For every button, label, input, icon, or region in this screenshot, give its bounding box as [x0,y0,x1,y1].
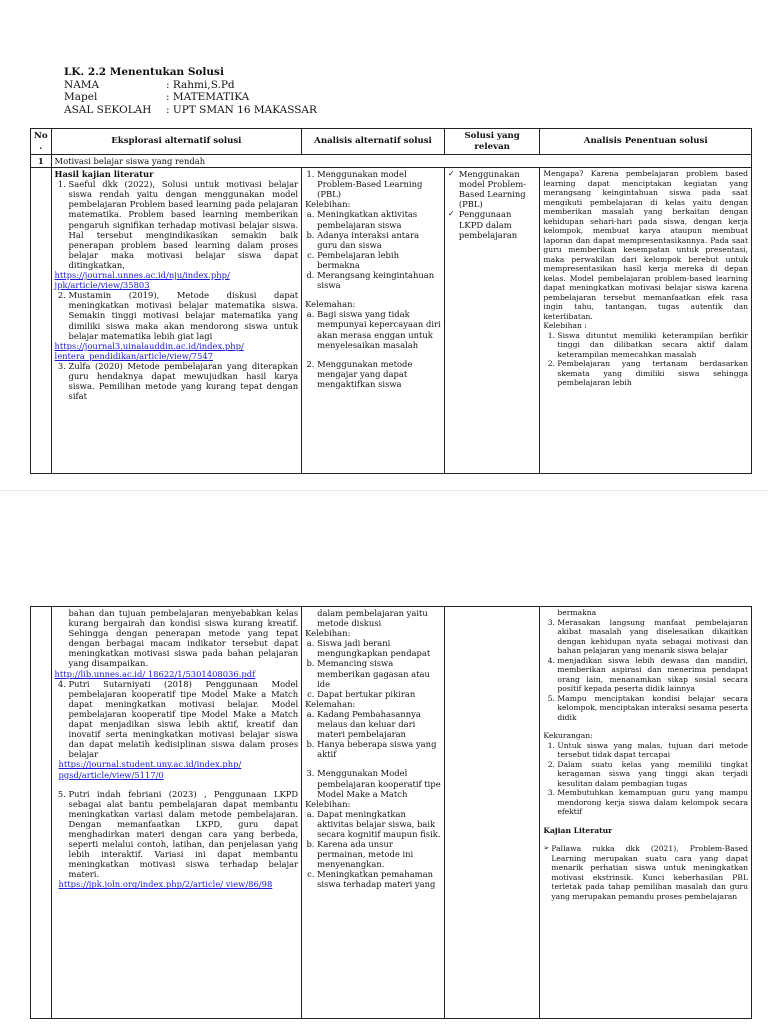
kelebihan-label: Kelebihan : [543,321,587,331]
list-item: a. Kadang Pembahasannya melaus dan keluar dari materi pembelajaran [317,709,441,739]
worksheet-title: LK. 2.2 Menentukan Solusi [64,66,224,78]
kajian-literatur-label: Kajian Literatur [543,825,613,835]
col-header-eksplorasi: Eksplorasi alternatif solusi [51,129,302,155]
header-label: NAMA [64,78,100,91]
header-row-mapel [64,91,317,104]
list-item: 4. menjadikan siswa lebih dewasa dan mandiri, memberikan aspirasi dan menerima pendapat orang lain, menanamkan sikap sosial secara positif kepada peserta didik lainnya [557,656,748,694]
list-item: 2. Dalam suatu kelas yang memiliki tingkat keragaman siswa yang tinggi akan terjadi kesulitan dalam pembagian tugas [557,760,748,789]
table-row-problem [31,155,752,168]
item-text: Menggunakan model Problem-Based Learning (PBL) [317,169,423,200]
row-number: 1 [31,155,52,168]
kelebihan-list [305,209,441,290]
header-row-name [64,79,317,92]
empty-cell [31,607,52,1019]
kelemahan-label: Kelemahan: [305,299,356,310]
kelebihan-label: Kelebihan: [305,628,351,639]
cell-analisis [302,168,445,474]
analysis-list [305,768,441,798]
solution-item: ✓ Penggunaan LKPD dalam pembelajaran [448,209,537,239]
kelemahan-list [305,309,441,349]
item-text: Saeful dkk (2022), Solusi untuk motivasi belajar siswa rendah yaitu dengan menggunakan model pembelajaran Problem based learning pada pelajaran matematika. Problem based learning memberikan pengaruh signifikan terhadap motivasi belajar siswa. Hal tersebut mengindikasikan semakin baik penerapan problem based learning dalam proses belajar maka motivasi belajar siswa dapat ditingkatkan, [68,179,299,270]
kelebihan-list [305,638,441,699]
kelemahan-list [305,709,441,759]
header-label: ASAL SEKOLAH [64,103,152,116]
list-item: b. Adanya interaksi antara guru dan siswa [317,230,441,250]
table-header-row [31,129,752,155]
kelebihan-list [543,331,748,388]
list-item: a. Dapat meningkatkan aktivitas belajar siswa, baik secara kognitif maupun fisik. [317,809,441,839]
kekurangan-label: Kekurangan: [543,731,593,740]
literature-list [55,290,299,340]
list-item: 1. Siswa dituntut memiliki keterampilan berfikir tinggi dan dilibatkan secara aktif dalam keterampilan memecahkan masalah [557,331,748,360]
kelemahan-label: Kelemahan: [305,698,356,709]
item-text: Zulfa (2020) Metode pembelajaran yang diterapkan guru hendaknya dapat mewujudkan hasil karya siswa. Pemilihan metode yang kurang tepat dengan sifat [68,360,299,402]
list-item: b. Karena ada unsur permainan, metode ini menyenangkan. [317,839,441,869]
list-item [69,290,299,340]
penentuan-intro: Mengapa? Karena pembelajaran problem based learning dapat menciptakan kegiatan yang merangsang keingintahuan siswa pada saat mengikuti pembelajaran di kelas yaitu dengan memberikan masalah yang berkaitan dengan kehidupan sehari-hari pada siswa, dengan kerja kelompok, membuat karya ataupun membuat laporan dan dapat mempresentasikannya. Pada saat guru memberikan kesempatan untuk presentasi, maka perwakilan dari kelompok berebut untuk mempresentasikan hasil kerja mereka di depan kelas. Model pembelajaran problem-based learning dapat meningkatkan motivasi belajar siswa karena pembelajaran tersebut memanfaatkan efek rasa ingin tahu, tantangan, tugas autentik dan keterlibatan. [543,169,748,321]
list-item [69,679,299,760]
item-text: Mustamin (2019), Metode diskusi dapat meningkatkan motivasi belajar matematika siswa. Semakin tinggi motivasi belajar matematika yang dimiliki siswa maka akan mendorong siswa untuk belajar matematika lebih giat lagi [68,290,299,341]
analysis-list [305,359,441,389]
kajian-list [543,844,748,901]
cell-penentuan [540,168,752,474]
kelebihan-label: Kelebihan: [305,798,351,809]
col-header-no: No . [31,129,52,155]
continued-text: dalam pembelajaran yaitu metode diskusi [317,608,428,629]
reference-link[interactable]: http://lib.unnes.ac.id/ 18622/1/5301408036.pdf [54,668,256,679]
document-page-1 [0,0,768,490]
continued-text: bahan dan tujuan pembelajaran menyebabkan kelas kurang bergairah dan kondisi siswa kurang kreatif. Sehingga dengan penerapan metode yang tepat dengan berbagai macam indikator tersebut dapat meningkatkan motivasi siswa pada bahan pelajaran yang disampaikan. [68,608,299,669]
item-text: Putri Sutarniyati (2018) Penggunaan Model pembelajaran kooperatif tipe Model Make a Match dapat meningkatkan motivasi belajar. Model pembelajaran kooperatif tipe Model Make a Match dapat menjadikan siswa lebih aktif, kreatif dan inovatif serta meningkatkan motivasi belajar siswa dan dapat melatih kedisiplinan siswa dalam proses belajar [68,678,299,760]
header-value: : Rahmi,S.Pd [166,78,235,91]
list-item: 2. Menggunakan metode mengajar yang dapat mengaktifkan siswa [317,359,441,389]
list-item: 1. Untuk siswa yang malas, tujuan dari metode tersebut tidak dapat tercapai [557,741,748,760]
col-header-solusi: Solusi yang relevan [444,129,540,155]
solution-item: ✓ Menggunakan model Problem-Based Learning (PBL) [448,169,537,209]
col-header-analisis: Analisis alternatif solusi [302,129,445,155]
list-item: 3. Menggunakan Model pembelajaran kooperatif tipe Model Make a Match [317,768,441,798]
list-item: 5. Mampu menciptakan kondisi belajar secara kelompok, menciptakan interaksi sesama peserta didik [557,694,748,723]
reference-link[interactable]: https://journal.student.uny.ac.id/index.php/ pgsd/article/view/5117/0 [58,759,242,780]
solution-table-page-2 [30,606,752,1019]
list-item [317,169,441,199]
list-item: c. Meningkatkan pemahaman siswa terhadap materi yang [317,869,441,889]
list-item: c. Dapat bertukar pikiran [317,689,441,699]
solution-table-page-1 [30,128,752,474]
literature-list [55,361,299,401]
literature-list [55,789,299,880]
list-item: c. Pembelajaran lebih bermakna [317,250,441,270]
list-item: d. Merangsang keingintahuan siswa [317,270,441,290]
cell-solusi [444,168,540,474]
list-item: a. Bagi siswa yang tidak mempunyai kepercayaan diri akan merasa enggan untuk menyelesaikan masalah [317,309,441,349]
list-item: a. Siswa jadi berani mengungkapkan pendapat [317,638,441,658]
item-text: Putri indah febriani (2023) , Penggunaan LKPD sebagai alat bantu pembelajaran dapat membantu meningkatkan variasi dalam metode pembelajaran. Dengan memanfaatkan LKPD, guru dapat menghadirkan materi dengan cara yang berbeda, seperti melalui contoh, latihan, dan penjelasan yang lebih interaktif. Variasi ini dapat membantu meningkatkan motivasi siswa terhadap belajar materi. [68,788,299,880]
list-item: b. Hanya beberapa siswa yang aktif [317,739,441,759]
list-item [69,361,299,401]
reference-link[interactable]: https://jpk.joln.org/index.php/2/article/ view/86/98 [58,879,273,890]
reference-link[interactable]: https://journal.unnes.ac.id/nju/index.php/ jpk/article/view/35803 [54,270,230,291]
cell-eksplorasi [51,607,302,1019]
problem-title: Motivasi belajar siswa yang rendah [51,155,751,168]
worksheet-header [64,66,317,116]
header-value: : UPT SMAN 16 MAKASSAR [166,103,317,116]
list-item [69,789,299,880]
list-item: 3. Membutuhkan kemampuan guru yang mampu mendorong kerja siswa dalam kelompok secara efektif [557,788,748,817]
list-item: 3. Merasakan langsung manfaat pembelajaran akibat masalah yang diselesaikan dikaitkan dengan kehidupan nyata sebagai motivasi dan bahan pelajaran yang menarik siswa belajar [557,618,748,656]
col-header-penentuan: Analisis Penentuan solusi [540,129,752,155]
page-gap [0,490,768,604]
literature-list [55,679,299,760]
document-page-2 [0,602,768,1024]
kelebihan-list [543,618,748,723]
cell-analisis [302,607,445,1019]
kajian-title: Hasil kajian literatur [54,169,154,180]
list-item: b. Memancing siswa memberikan gagasan atau ide [317,658,441,688]
empty-cell [31,168,52,474]
header-row-school [64,104,317,117]
continued-text: bermakna [557,608,597,617]
reference-link[interactable]: https://journal3.uinalauddin.ac.id/index.php/ lentera_pendidikan/article/view/7547 [54,340,244,361]
analysis-list [305,169,441,199]
literature-list [55,179,299,270]
cell-penentuan [540,607,752,1019]
kelebihan-label: Kelebihan: [305,199,351,210]
table-row-content [31,168,752,474]
cell-solusi [444,607,540,1019]
solution-list [448,169,537,240]
header-label: Mapel [64,91,98,104]
cell-eksplorasi [51,168,302,474]
kelebihan-list [305,809,441,890]
kekurangan-list [543,741,748,817]
list-item: ➢ Pallawa rukka dkk (2021), Problem-Based Learning merupakan suatu cara yang dapat menarik perhatian siswa untuk meningkatkan motivasi ekstrinsik. Kunci keberhasilan PBL terletak pada tahap pemilihan masalah dan guru yang merupakan pemandu proses pembelajaran [543,844,748,901]
list-item: 2. Pembelajaran yang tertanam berdasarkan skemata yang dimiliki siswa sehingga pembelajaran lebih [557,359,748,388]
table-row-content-continued [31,607,752,1019]
header-value: : MATEMATIKA [166,91,250,104]
list-item: a. Meningkatkan aktivitas pembelajaran siswa [317,209,441,229]
list-item [69,179,299,270]
